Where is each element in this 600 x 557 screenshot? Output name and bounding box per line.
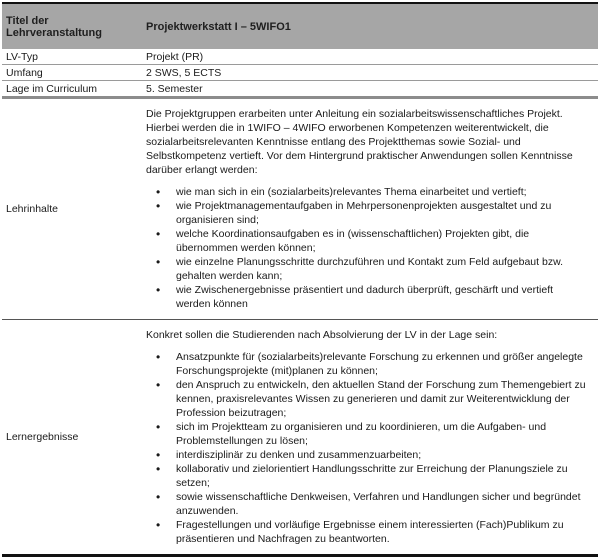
row-label: Lernergebnisse: [6, 431, 79, 443]
list-item: • wie einzelne Planungsschritte durchzuführen und Kontakt zum Feld aufgebaut bzw. gehalten werden kann;: [146, 255, 598, 283]
lehrinhalte-intro: Die Projektgruppen erarbeiten unter Anleitung ein sozialarbeitswissenschaftliches Projekt. Hierbei werden die in 1WIFO – 4WIFO erworbenen Kompetenzen weiterentwickelt, die sozialarbeitsrelevanten Kenntnisse entlang des Projektthemas sowie Sozial- und Selbstkompetenz vertieft. Vor dem Hintergrund praktischer Anwendungen sollen Kenntnisse darüber erlangt werden:: [146, 108, 573, 176]
list-item: • wie Zwischenergebnisse präsentiert und dadurch überprüft, geschärft und vertieft werden können: [146, 283, 598, 311]
list-item: • sich im Projektteam zu organisieren und zu koordinieren, um die Aufgaben- und Problemstellungen zu lösen;: [146, 420, 598, 448]
list-item: • wie man sich in ein (sozialarbeits)relevantes Thema einarbeitet und vertieft;: [146, 185, 598, 199]
row-label: Umfang: [6, 66, 43, 79]
row-value: 5. Semester: [146, 82, 203, 95]
row-label: Lehrinhalte: [6, 203, 58, 215]
lernergebnisse-intro: Konkret sollen die Studierenden nach Absolvierung der LV in der Lage sein:: [146, 329, 498, 341]
row-label: Lage im Curriculum: [6, 82, 98, 95]
row-value: 2 SWS, 5 ECTS: [146, 66, 222, 79]
list-item: • wie Projektmanagementaufgaben in Mehrpersonenprojekten ausgestaltet und zu organisieren sind;: [146, 199, 598, 227]
table-row-lehrinhalte: [2, 99, 598, 320]
list-item: • interdisziplinär zu denken und zusammenzuarbeiten;: [146, 448, 598, 462]
lehrinhalte-list: [146, 185, 598, 311]
list-item: • den Anspruch zu entwickeln, den aktuellen Stand der Forschung zum Themengebiert zu kennen, praxisrelevantes Wissen zu generieren und damit zur Weiterentwicklung der Profession beizutragen;: [146, 378, 598, 420]
lernergebnisse-content: [142, 320, 598, 554]
list-item: • sowie wissenschaftliche Denkweisen, Verfahren und Handlungen sicher und begründet anzuwenden.: [146, 490, 598, 518]
table-row-umfang: [2, 65, 598, 81]
list-item: • Ansatzpunkte für (sozialarbeits)relevante Forschung zu erkennen und größer angelegte Forschungsprojekte (mit)planen zu können;: [146, 350, 598, 378]
course-title: Projektwerkstatt I – 5WIFO1: [146, 20, 291, 33]
list-item: • kollaborativ und zielorientiert Handlungsschritte zur Erreichung der Planungsziele zu setzen;: [146, 462, 598, 490]
list-item: • Fragestellungen und vorläufige Ergebnisse einem interessierten (Fach)Publikum zu präsentieren und Nachfragen zu beantworten.: [146, 518, 598, 546]
table-row-lage: [2, 81, 598, 99]
row-label: LV-Typ: [6, 50, 38, 63]
table-row-lv-typ: [2, 49, 598, 65]
lehrinhalte-content: [142, 99, 598, 319]
row-value: Projekt (PR): [146, 50, 204, 63]
list-item: • welche Koordinationsaufgaben es in (wissenschaftlichen) Projekten gibt, die übernommen werden können;: [146, 227, 598, 255]
header-label: Titel der Lehrveranstaltung: [6, 14, 102, 39]
lernergebnisse-list: [146, 350, 598, 546]
course-table: [2, 2, 598, 557]
table-row-lernergebnisse: [2, 320, 598, 557]
table-header-row: [2, 2, 598, 49]
